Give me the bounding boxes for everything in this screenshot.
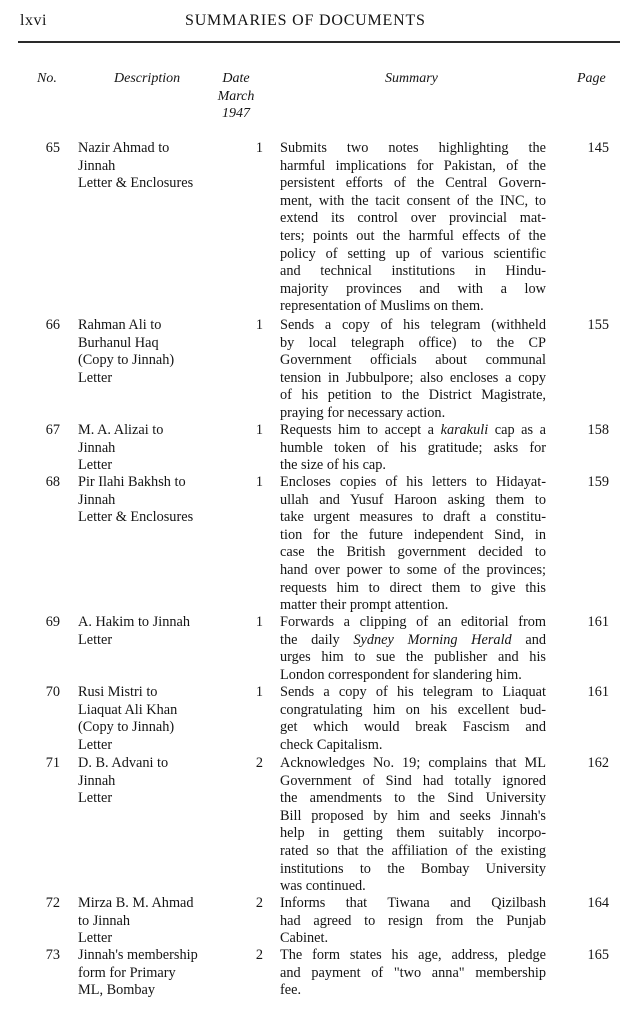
entry-summary-line: help in getting them suitably incorpo- [280,825,546,842]
entry-summary-line: Forwards a clipping of an editorial from [280,614,546,630]
entry-summary-line: Informs that Tiwana and Qizilbash [280,895,546,911]
entry-summary-line: was continued. [280,878,366,895]
entry-number: 72 [45,895,60,911]
entry-summary-line: ullah and Yusuf Haroon asking them to [280,491,546,508]
page-number: lxvi [20,12,47,29]
entry-summary-line: policy of setting up of various scientific [280,245,546,262]
entry-summary-line: Encloses copies of his letters to Hidayat- [280,474,546,490]
entry-description-line: Jinnah's membership [78,947,198,963]
entry-summary-line: rated so that the affiliation of the existing [280,842,546,859]
entry-summary-line: Sends a copy of his telegram to Liaquat [280,684,546,700]
entry-date: 2 [255,755,263,771]
entry-description-line: ML, Bombay [78,982,156,999]
entry-description-line: Jinnah [78,491,116,508]
column-header-date-line: 1947 [222,106,250,121]
entry-summary [280,614,546,684]
entry-description-line: form for Primary [78,964,176,981]
entry-summary-line: fee. [280,982,302,999]
entry-summary-line: tion for the future independent Sind, in [280,526,546,543]
entry-summary-line: hand over power to some of the provinces; [280,561,546,578]
entry-summary-line: Acknowledges No. 19; complains that ML [280,755,546,771]
entry-description-line: Letter & Enclosures [78,509,194,526]
entry-description-line: Letter [78,790,113,807]
entry-summary-line: extend its control over provincial mat- [280,210,546,227]
entry-summary-line: representation of Muslims on them. [280,298,484,315]
column-header-no: No. [37,71,57,86]
entry-description-line: D. B. Advani to [78,755,169,771]
entry-date: 1 [255,140,263,156]
column-header-date-line: March [217,88,255,104]
entry-page-ref: 145 [587,140,609,156]
entry-summary-line: the amendments to the Sind University [280,790,546,807]
column-header-page: Page [577,71,606,86]
entry-description [78,317,238,387]
entry-description-line: Letter & Enclosures [78,175,194,192]
entry-description [78,474,238,527]
entry-date: 2 [255,947,263,963]
entry-date: 1 [255,317,263,333]
entry-page-ref: 162 [587,755,609,771]
entry-summary-line: get which would break Fascism and [280,719,546,736]
entry-summary-line: requests him to direct them to give this [280,579,546,596]
entry-summary [280,895,546,948]
header-rule [18,41,620,43]
entry-summary [280,755,546,896]
entry-description-line: Jinnah [78,772,116,789]
entry-description-line: to Jinnah [78,912,131,929]
entry-summary-line: the size of his cap. [280,457,386,474]
entry-description-line: (Copy to Jinnah) [78,719,175,736]
entry-number: 67 [45,422,60,438]
entry-summary-line: congratulating him on his excellent bud- [280,701,546,718]
entry-summary [280,140,546,316]
entry-summary-line: matter their prompt attention. [280,597,449,614]
entry-summary-line: humble token of his gratitude; asks for [280,439,546,456]
entry-summary-line: Requests him to accept a karakuli cap as a [280,422,546,438]
entry-description [78,684,238,754]
column-header-date-line: Date [222,71,250,86]
entry-description-line: Jinnah [78,157,116,174]
entry-page-ref: 155 [587,317,609,333]
entry-summary [280,422,546,475]
entry-date: 2 [255,895,263,911]
entry-description [78,947,238,1000]
entry-summary-line: harmful implications for Pakistan, of the [280,157,546,174]
entry-description-line: Pir Ilahi Bakhsh to [78,474,186,490]
entry-summary-line: Government of Sind had totally ignored [280,772,546,789]
entry-summary-line: and technical institutions in Hindu- [280,263,546,280]
entry-summary-line: persistent efforts of the Central Govern- [280,175,546,192]
entry-description [78,895,238,948]
entry-summary-line: institutions to the Bombay University [280,860,546,877]
entry-summary-line: the daily Sydney Morning Herald and [280,631,546,648]
entry-description [78,140,238,193]
entry-description [78,422,238,475]
entry-description-line: Mirza B. M. Ahmad [78,895,194,911]
entry-description-line: Liaquat Ali Khan [78,701,178,718]
entry-description [78,614,238,649]
entry-description-line: (Copy to Jinnah) [78,352,175,369]
entry-summary-line: Submits two notes highlighting the [280,140,546,156]
column-header-description: Description [114,71,181,86]
entry-summary-line: Government officials about communal [280,352,546,369]
entry-description-line: Burhanul Haq [78,334,159,351]
entry-summary-line: Sends a copy of his telegram (withheld [280,317,546,333]
entry-page-ref: 161 [587,614,609,630]
entry-number: 66 [45,317,60,333]
entry-summary-line: had agreed to resign from the Punjab [280,912,546,929]
entry-description [78,755,238,808]
entry-description-line: Jinnah [78,439,116,456]
entry-summary-line: ment, with the tacit consent of the INC, to [280,192,546,209]
entry-date: 1 [255,614,263,630]
entry-summary-line: The form states his age, address, pledge [280,947,546,963]
entry-number: 73 [45,947,60,963]
entry-description-line: Rusi Mistri to [78,684,158,700]
entry-description-line: Letter [78,369,113,386]
entry-number: 71 [45,755,60,771]
entry-summary-line: majority provinces and with a low [280,280,546,297]
entry-summary [280,474,546,615]
column-header-date [210,70,262,123]
entry-summary-line: and payment of "two anna" membership [280,964,546,981]
entry-summary-line: Bill proposed by him and seeks Jinnah's [280,807,546,824]
entry-summary-line: take urgent measures to draft a constitu- [280,509,546,526]
entry-number: 69 [45,614,60,630]
running-title: SUMMARIES OF DOCUMENTS [185,12,426,29]
entry-description-line: Letter [78,631,113,648]
entry-summary-line: Cabinet. [280,930,329,947]
entry-page-ref: 164 [587,895,609,911]
entry-summary [280,317,546,423]
entry-page-ref: 159 [587,474,609,490]
entry-page-ref: 158 [587,422,609,438]
entry-summary-line: London correspondent for slandering him. [280,666,522,683]
entry-description-line: Nazir Ahmad to [78,140,170,156]
entry-summary-line: by local telegraph office) to the CP [280,334,546,351]
entry-summary-line: check Capitalism. [280,736,383,753]
entry-summary-line: case the British government decided to [280,544,546,561]
page-header [0,0,625,44]
entry-date: 1 [255,474,263,490]
entry-page-ref: 165 [587,947,609,963]
entry-page-ref: 161 [587,684,609,700]
entry-description-line: Letter [78,736,113,753]
column-header-summary: Summary [385,71,438,86]
entry-description-line: Letter [78,457,113,474]
entry-number: 68 [45,474,60,490]
entry-summary-line: praying for necessary action. [280,404,446,421]
entry-number: 65 [45,140,60,156]
entry-summary [280,947,546,1000]
entry-summary [280,684,546,754]
entry-description-line: Letter [78,930,113,947]
entry-description-line: A. Hakim to Jinnah [78,614,190,630]
entry-summary-line: urges him to sue the publisher and his [280,649,546,666]
entry-number: 70 [45,684,60,700]
entry-summary-line: tension in Jubbulpore; also encloses a copy [280,369,546,386]
entry-description-line: M. A. Alizai to [78,422,164,438]
entry-date: 1 [255,684,263,700]
entry-summary-line: of his petition to the District Magistrate, [280,387,546,404]
entry-summary-line: ters; points out the harmful effects of the [280,227,546,244]
entry-description-line: Rahman Ali to [78,317,162,333]
entry-date: 1 [255,422,263,438]
